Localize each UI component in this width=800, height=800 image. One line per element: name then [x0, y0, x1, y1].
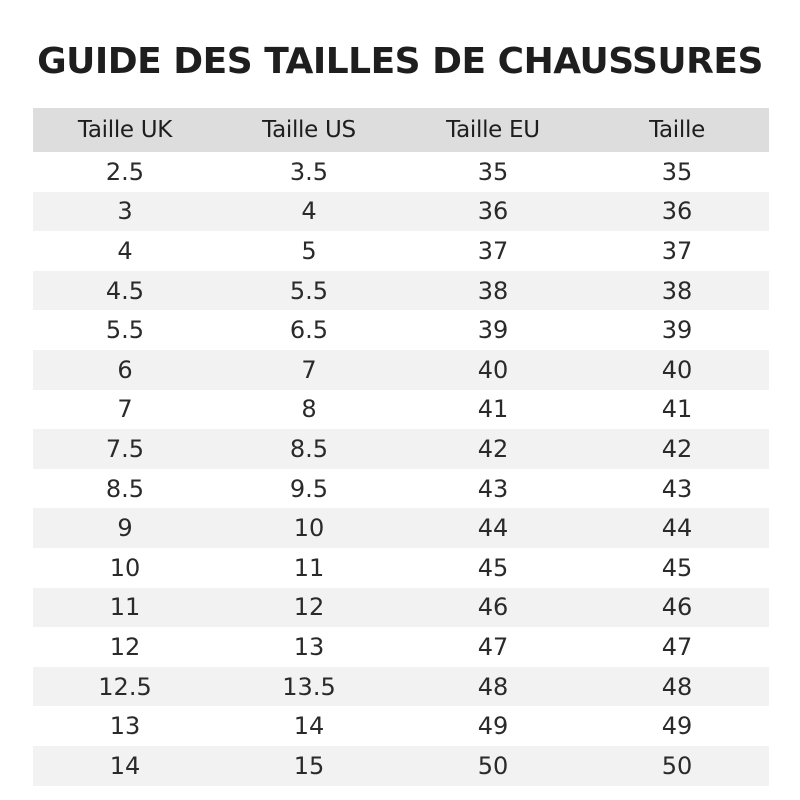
table-row	[33, 667, 769, 707]
cell-us-size: 9.5	[289, 474, 329, 503]
cell-eu-size: 46	[477, 593, 509, 622]
cell-eu-size: 45	[477, 553, 509, 582]
cell-uk-size: 6	[117, 355, 133, 384]
cell-size: 41	[661, 395, 693, 424]
cell-us-size: 8.5	[289, 434, 329, 463]
header-size: Taille	[649, 117, 705, 143]
cell-size: 43	[661, 474, 693, 503]
cell-us-size: 13.5	[282, 672, 336, 701]
cell-eu-size: 42	[477, 434, 509, 463]
cell-uk-size: 12.5	[98, 672, 152, 701]
cell-size: 50	[661, 751, 693, 780]
cell-eu-size: 35	[477, 157, 509, 186]
header-eu-size: Taille EU	[446, 117, 540, 143]
cell-eu-size: 38	[477, 276, 509, 305]
cell-us-size: 13	[293, 632, 325, 661]
table-row	[33, 469, 769, 509]
table-row	[33, 429, 769, 469]
header-us-size: Taille US	[262, 117, 356, 143]
cell-us-size: 12	[293, 593, 325, 622]
table-row	[33, 152, 769, 192]
cell-uk-size: 10	[109, 553, 141, 582]
cell-us-size: 4	[301, 197, 317, 226]
table-row	[33, 231, 769, 271]
table-row	[33, 271, 769, 311]
cell-us-size: 5	[301, 236, 317, 265]
cell-uk-size: 11	[109, 593, 141, 622]
table-row	[33, 746, 769, 786]
table-row	[33, 627, 769, 667]
cell-eu-size: 37	[477, 236, 509, 265]
cell-eu-size: 41	[477, 395, 509, 424]
page-title: GUIDE DES TAILLES DE CHAUSSURES	[37, 41, 763, 82]
cell-size: 36	[661, 197, 693, 226]
cell-eu-size: 39	[477, 316, 509, 345]
cell-eu-size: 47	[477, 632, 509, 661]
cell-size: 38	[661, 276, 693, 305]
cell-size: 44	[661, 514, 693, 543]
cell-uk-size: 14	[109, 751, 141, 780]
cell-uk-size: 7.5	[105, 434, 145, 463]
cell-size: 45	[661, 553, 693, 582]
cell-size: 46	[661, 593, 693, 622]
cell-us-size: 14	[293, 712, 325, 741]
cell-size: 49	[661, 712, 693, 741]
cell-us-size: 15	[293, 751, 325, 780]
cell-eu-size: 40	[477, 355, 509, 384]
cell-eu-size: 48	[477, 672, 509, 701]
table-row	[33, 706, 769, 746]
cell-size: 35	[661, 157, 693, 186]
cell-us-size: 11	[293, 553, 325, 582]
table-row	[33, 508, 769, 548]
cell-uk-size: 3	[117, 197, 133, 226]
cell-size: 40	[661, 355, 693, 384]
cell-us-size: 3.5	[289, 157, 329, 186]
cell-eu-size: 43	[477, 474, 509, 503]
cell-uk-size: 9	[117, 514, 133, 543]
cell-uk-size: 5.5	[105, 316, 145, 345]
cell-uk-size: 13	[109, 712, 141, 741]
cell-us-size: 5.5	[289, 276, 329, 305]
cell-uk-size: 4	[117, 236, 133, 265]
cell-size: 39	[661, 316, 693, 345]
cell-us-size: 10	[293, 514, 325, 543]
table-header-row	[33, 108, 769, 152]
cell-uk-size: 12	[109, 632, 141, 661]
cell-uk-size: 7	[117, 395, 133, 424]
table-row	[33, 192, 769, 232]
cell-eu-size: 44	[477, 514, 509, 543]
size-chart-table	[33, 108, 769, 786]
header-uk-size: Taille UK	[77, 117, 173, 143]
cell-eu-size: 49	[477, 712, 509, 741]
cell-size: 42	[661, 434, 693, 463]
cell-us-size: 8	[301, 395, 317, 424]
cell-uk-size: 2.5	[105, 157, 145, 186]
cell-us-size: 6.5	[289, 316, 329, 345]
cell-size: 37	[661, 236, 693, 265]
cell-eu-size: 36	[477, 197, 509, 226]
cell-uk-size: 8.5	[105, 474, 145, 503]
cell-size: 48	[661, 672, 693, 701]
table-row	[33, 548, 769, 588]
table-row	[33, 588, 769, 628]
cell-uk-size: 4.5	[105, 276, 145, 305]
cell-size: 47	[661, 632, 693, 661]
table-body	[33, 152, 769, 786]
table-row	[33, 390, 769, 430]
cell-us-size: 7	[301, 355, 317, 384]
cell-eu-size: 50	[477, 751, 509, 780]
table-row	[33, 350, 769, 390]
table-row	[33, 310, 769, 350]
